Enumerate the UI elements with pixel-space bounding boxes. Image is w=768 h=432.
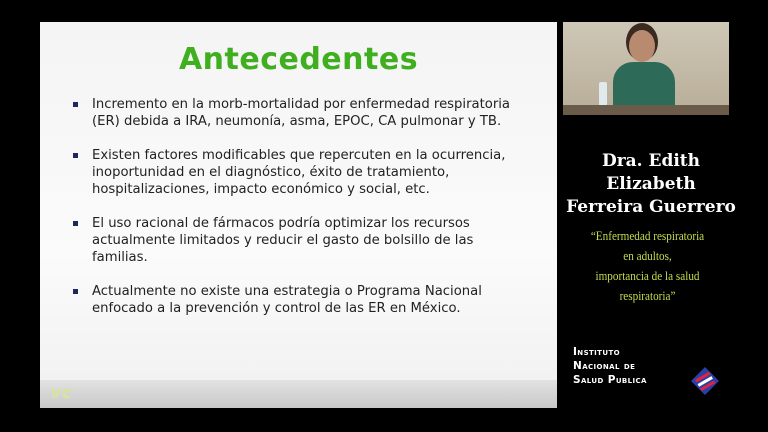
vc-logo: vc	[50, 382, 73, 403]
speaker-name	[562, 150, 740, 219]
institution-line: Salud Publica	[573, 374, 647, 386]
insp-logo-icon	[690, 366, 720, 396]
speaker-name-line: Ferreira Guerrero	[566, 197, 736, 217]
speaker-video	[563, 22, 729, 115]
institution-name	[573, 345, 647, 387]
water-bottle	[599, 82, 607, 106]
talk-title-line: “Enfermedad respiratoria	[590, 228, 705, 243]
talk-title-line: importancia de la salud respiratoria”	[595, 268, 700, 303]
bullet-list	[70, 96, 530, 334]
slide-footer	[40, 380, 557, 408]
table	[563, 105, 729, 115]
bullet-item: Actualmente no existe una estrategia o Programa Nacional enfocado a la prevención y control de las ER en México.	[70, 283, 530, 317]
bullet-item: Incremento en la morb-mortalidad por enfermedad respiratoria (ER) debida a IRA, neumonía, asma, EPOC, CA pulmonar y TB.	[70, 96, 530, 130]
talk-title	[568, 226, 727, 306]
slide-title: Antecedentes	[178, 42, 419, 77]
speaker-name-line: Dra. Edith Elizabeth	[601, 151, 701, 194]
bullet-item: El uso racional de fármacos podría optimizar los recursos actualmente limitados y reducir el gasto de bolsillo de las familias.	[70, 215, 530, 266]
bullet-item: Existen factores modificables que repercuten en la ocurrencia, inoportunidad en el diagnóstico, éxito de tratamiento, hospitalizaciones, impacto económico y social, etc.	[70, 147, 530, 198]
speaker-head	[629, 30, 655, 62]
talk-title-line: en adultos,	[623, 248, 672, 263]
presentation-slide	[40, 22, 557, 408]
institution-line: Nacional de	[573, 360, 636, 372]
institution-line: Instituto	[573, 346, 620, 358]
